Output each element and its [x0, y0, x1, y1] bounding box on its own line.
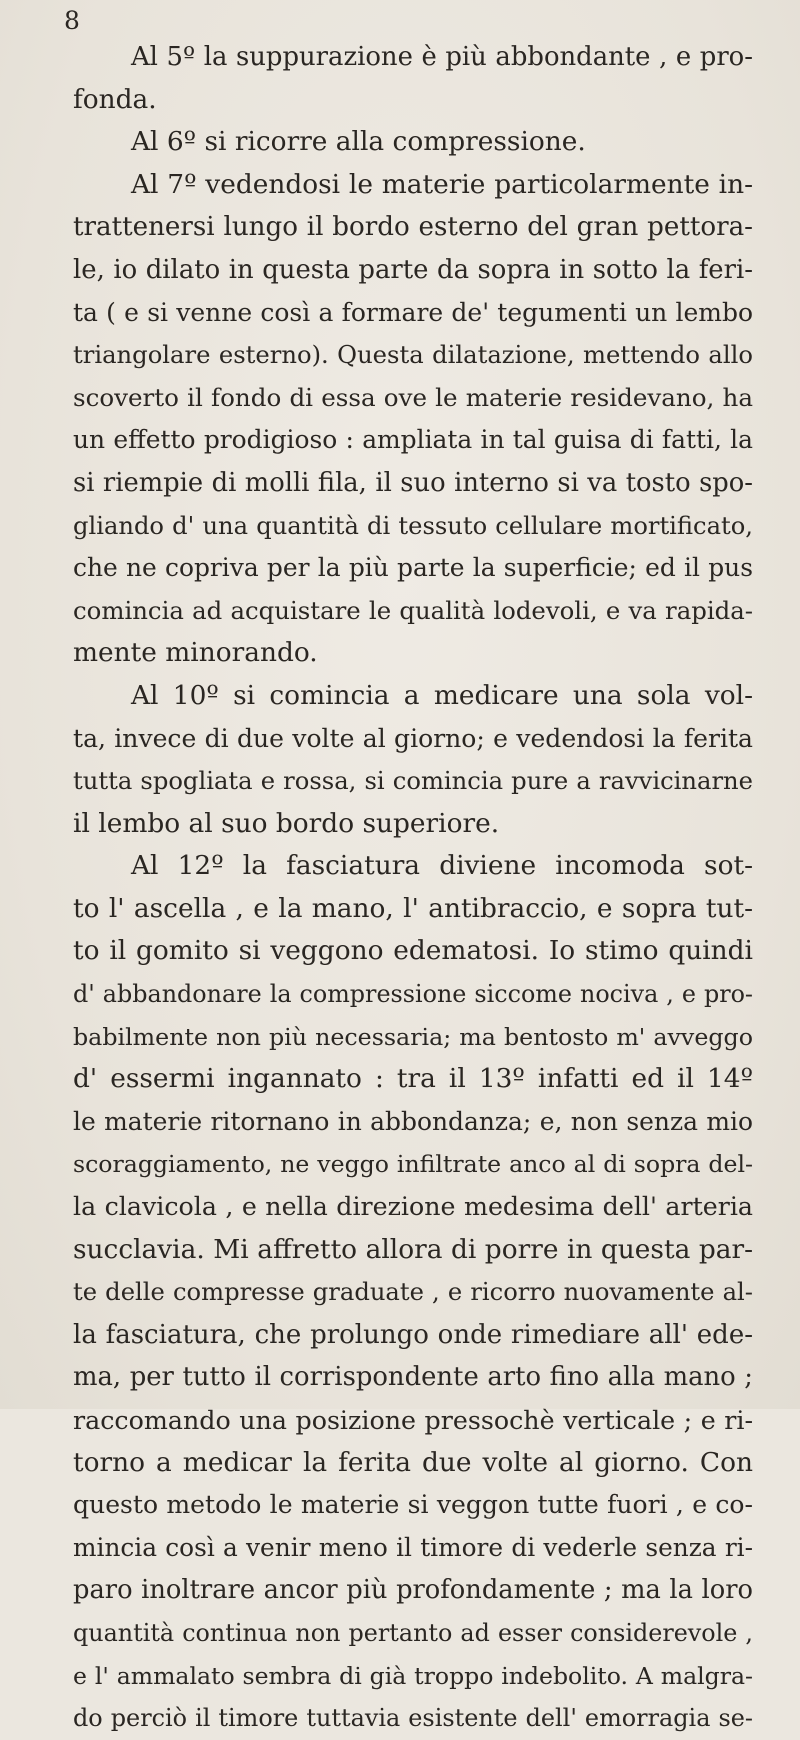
text-line: babilmente non più necessaria; ma bentosto m' avveggo [73, 1022, 753, 1051]
text-line: un effetto prodigioso : ampliata in tal guisa di fatti, la [73, 425, 753, 455]
text-line: ta ( e si venne così a formare de' tegumenti un lembo [73, 297, 753, 327]
text-line: le, io dilato in questa parte da sopra in sotto la feri- [73, 254, 753, 285]
body-text [73, 36, 753, 1740]
text-line: do perciò il timore tuttavia esistente dell' emorragia se- [73, 1704, 753, 1733]
text-line: d' abbandonare la compressione siccome nociva , e pro- [73, 980, 753, 1009]
text-line: ma, per tutto il corrispondente arto fino alla mano ; [73, 1362, 753, 1393]
text-line: scoverto il fondo di essa ove le materie residevano, ha [73, 382, 753, 412]
text-line: to il gomito si veggono edematosi. Io stimo quindi [73, 935, 753, 967]
text-line: triangolare esterno). Questa dilatazione, mettendo allo [73, 340, 753, 370]
text-line: Al 10º si comincia a medicare una sola vol- [131, 679, 753, 711]
text-line: la clavicola , e nella direzione medesima dell' arteria [73, 1192, 753, 1222]
text-line: scoraggiamento, ne veggo infiltrate anco al di sopra del- [73, 1150, 753, 1179]
text-line: te delle compresse graduate , e ricorro nuovamente al- [73, 1278, 753, 1307]
text-line: mente minorando. [73, 637, 318, 669]
text-line: succlavia. Mi affretto allora di porre in questa par- [73, 1233, 753, 1265]
text-line: le materie ritornano in abbondanza; e, non senza mio [73, 1106, 753, 1136]
text-line: tutta spogliata e rossa, si comincia pure a ravvicinarne [73, 766, 753, 796]
text-line: comincia ad acquistare le qualità lodevoli, e va rapida- [73, 595, 753, 625]
text-line: il lembo al suo bordo superiore. [73, 807, 500, 839]
text-line: Al 12º la fasciatura diviene incomoda sot- [131, 850, 753, 882]
text-line: Al 6º si ricorre alla compressione. [131, 126, 586, 158]
text-line: la fasciatura, che prolungo onde rimediare all' ede- [73, 1319, 753, 1350]
text-line: si riempie di molli fila, il suo interno si va tosto spo- [73, 467, 753, 498]
text-line: trattenersi lungo il bordo esterno del gran pettora- [73, 212, 753, 243]
text-line: to l' ascella , e la mano, l' antibraccio, e sopra tut- [73, 892, 753, 924]
text-line: fonda. [73, 83, 157, 115]
text-line: che ne copriva per la più parte la superficie; ed il pus [73, 553, 753, 583]
text-line: paro inoltrare ancor più profondamente ; ma la loro [73, 1575, 753, 1606]
text-line: ta, invece di due volte al giorno; e vedendosi la ferita [73, 723, 753, 753]
text-line: questo metodo le materie si veggon tutte fuori , e co- [73, 1490, 753, 1520]
page-number: 8 [64, 6, 80, 35]
text-line: d' essermi ingannato : tra il 13º infatti ed il 14º [73, 1063, 753, 1095]
text-line: Al 5º la suppurazione è più abbondante , e pro- [131, 42, 753, 72]
text-line: Al 7º vedendosi le materie particolarmente in- [131, 168, 753, 200]
text-line: torno a medicar la ferita due volte al giorno. Con [73, 1446, 753, 1478]
text-line: quantità continua non pertanto ad esser considerevole , [73, 1618, 753, 1647]
text-line: mincia così a venir meno il timore di vederle senza ri- [73, 1532, 753, 1562]
text-line: e l' ammalato sembra di già troppo indebolito. A malgra- [73, 1661, 753, 1690]
text-line: gliando d' una quantità di tessuto cellulare mortificato, [73, 511, 753, 540]
text-line: raccomando una posizione pressochè verticale ; e ri- [73, 1405, 753, 1435]
